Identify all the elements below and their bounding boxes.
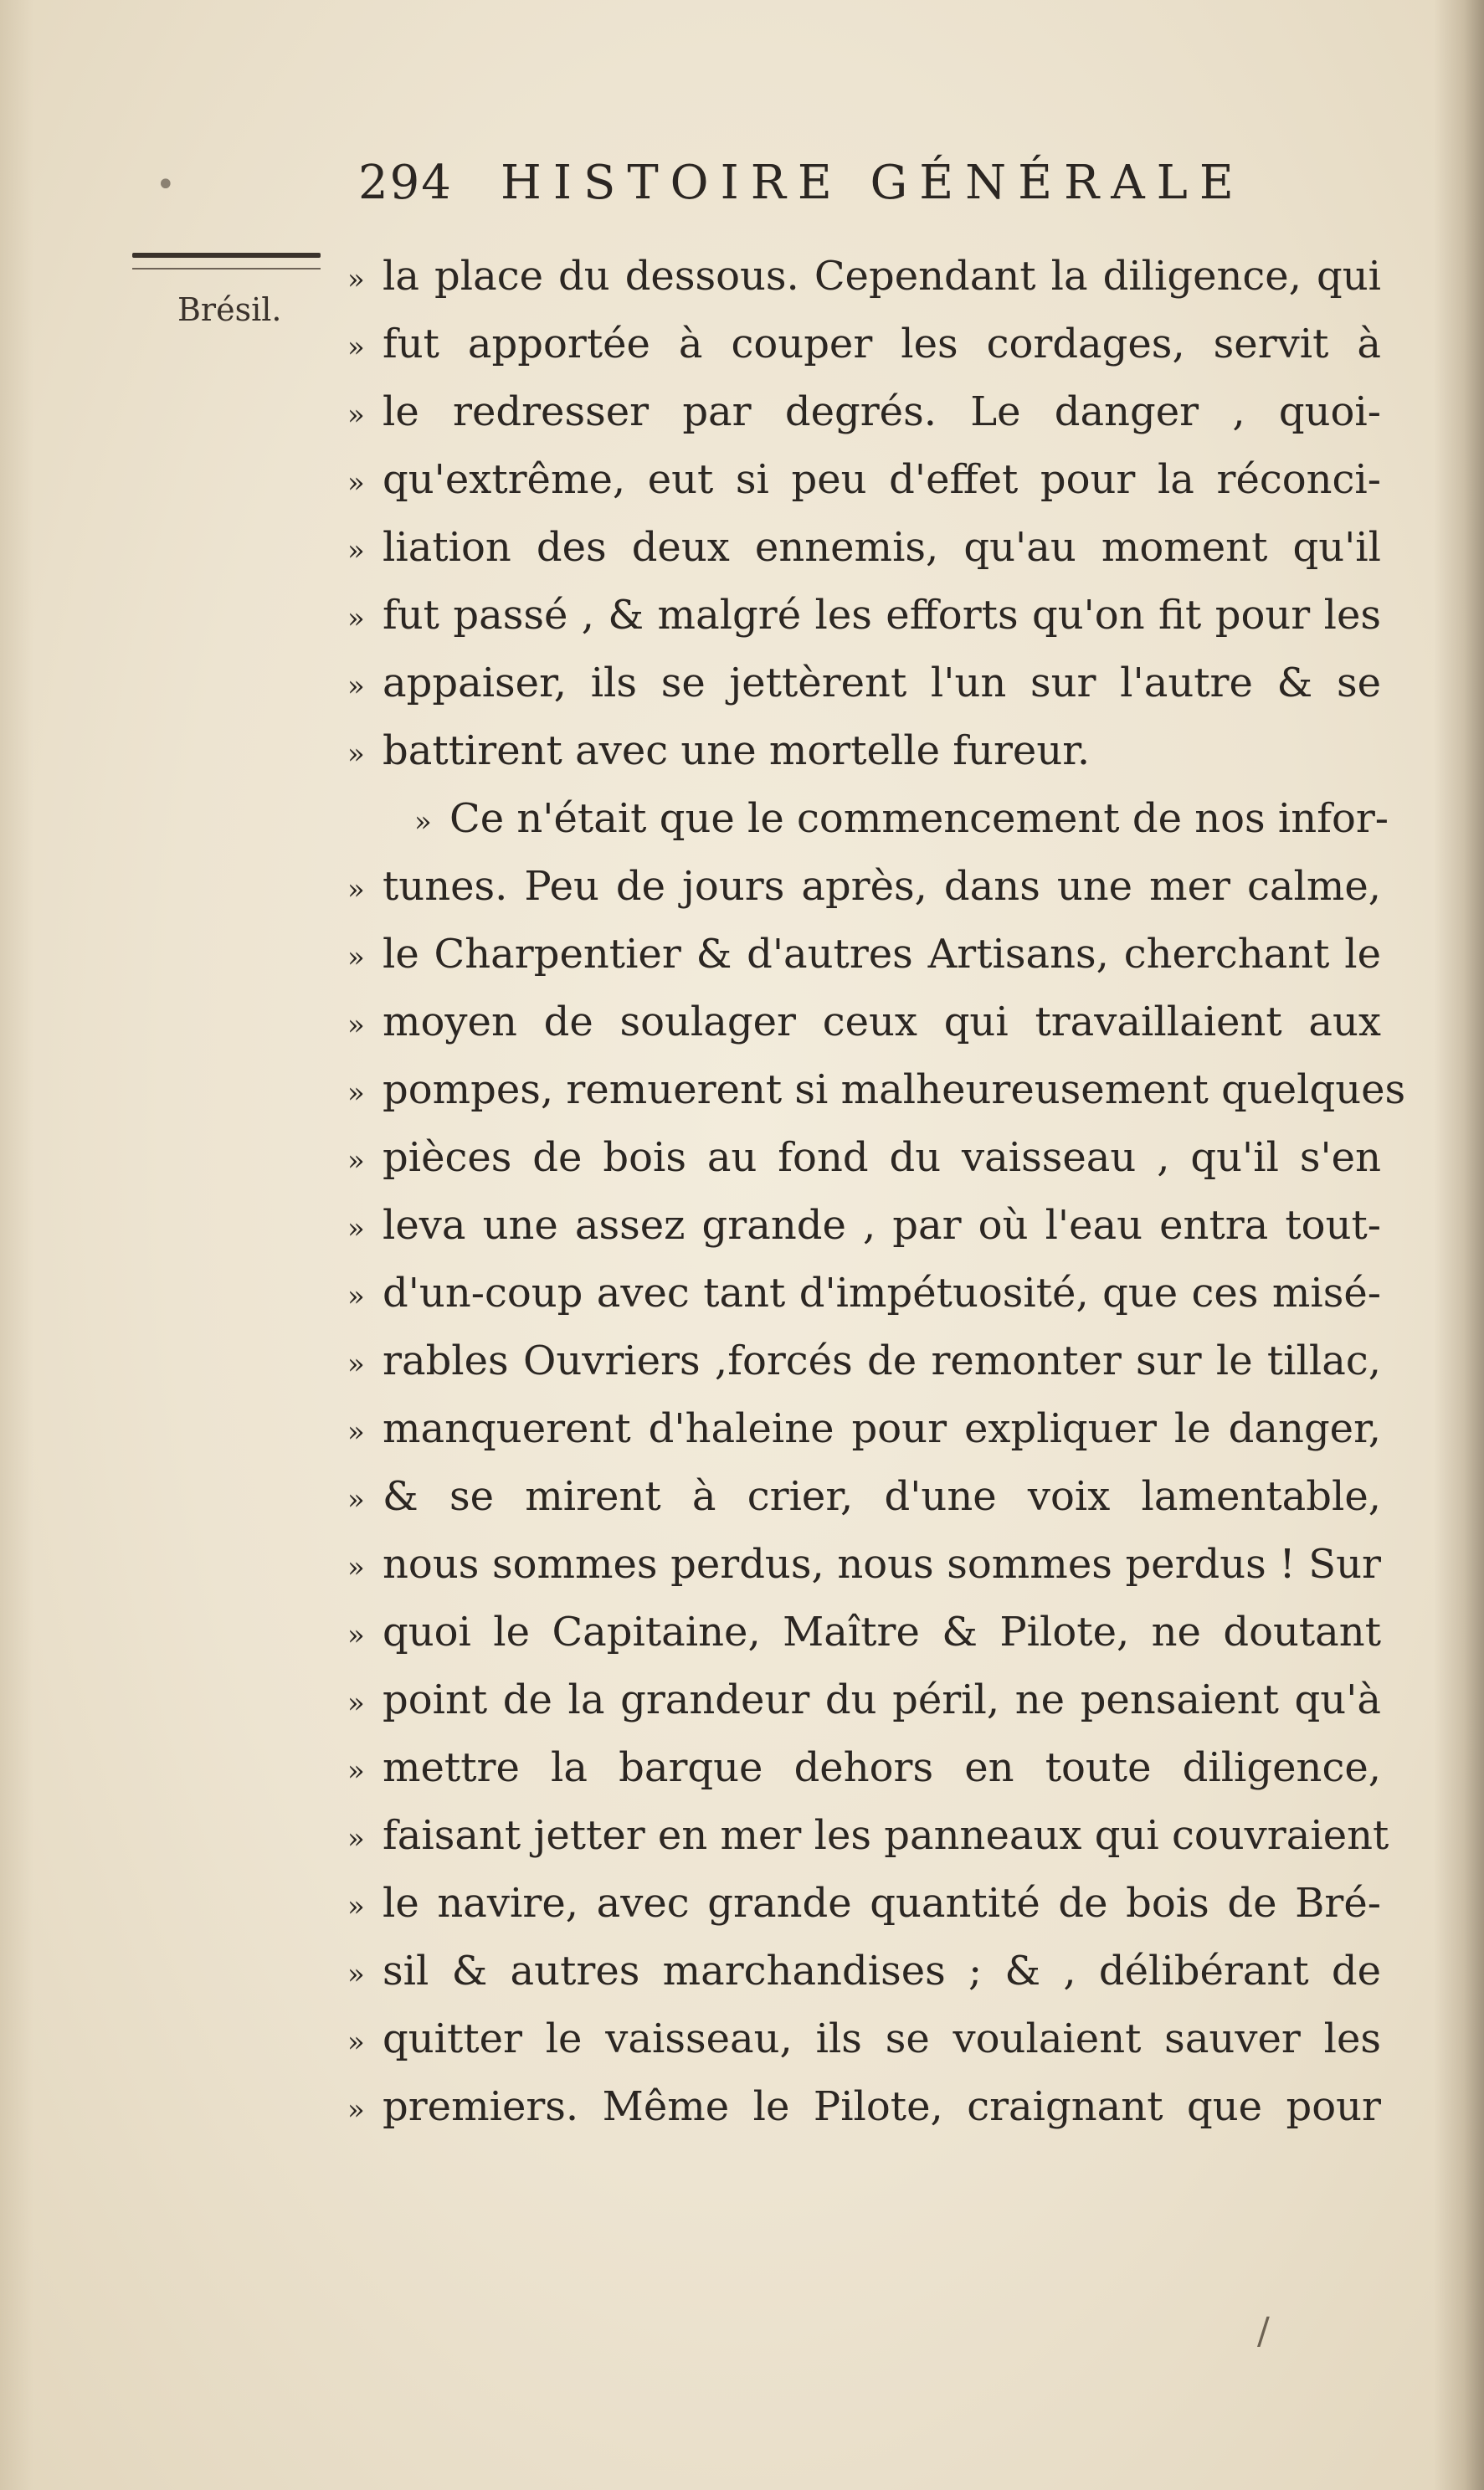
quote-mark: »	[347, 601, 365, 635]
text-line: » tunes. Peu de jours après, dans une mer calme,	[347, 853, 1381, 920]
quote-mark: »	[347, 533, 365, 567]
quote-mark: »	[347, 1550, 365, 1584]
page-left-shadow	[0, 0, 33, 2490]
quote-mark: »	[347, 872, 365, 906]
text-line: » la place du dessous. Cependant la diligence, qui	[347, 243, 1381, 310]
text-line: » fut apportée à couper les cordages, servit à	[347, 311, 1381, 377]
text-line: » battirent avec une mortelle fureur.	[347, 717, 1381, 784]
quote-mark: »	[347, 1753, 365, 1788]
text-line: » faisant jetter en mer les panneaux qui couvraient	[347, 1802, 1381, 1869]
quote-mark: »	[347, 2025, 365, 2059]
text-line: » le Charpentier & d'autres Artisans, cherchant le	[347, 921, 1381, 988]
margin-rule	[132, 253, 321, 258]
text-line: » leva une assez grande , par où l'eau entra tout-	[347, 1192, 1381, 1259]
text-line: » nous sommes perdus, nous sommes perdus ! Sur	[347, 1531, 1381, 1598]
page-spine-shadow	[1434, 0, 1484, 2490]
quote-mark: »	[347, 2092, 365, 2127]
text-line: » qu'extrême, eut si peu d'effet pour la réconci-	[347, 446, 1381, 513]
text-line: » pompes, remuerent si malheureusement quelques	[347, 1056, 1381, 1123]
stray-mark: •	[156, 166, 176, 204]
text-line: » le navire, avec grande quantité de bois de Bré-	[347, 1870, 1381, 1937]
page-title: HISTOIRE GÉNÉRALE	[501, 156, 1245, 210]
quote-mark: »	[347, 1279, 365, 1313]
quote-mark: »	[347, 1347, 365, 1381]
text-line: » appaiser, ils se jettèrent l'un sur l'autre & se	[347, 649, 1381, 716]
quote-mark: »	[347, 940, 365, 974]
quote-mark: »	[347, 465, 365, 500]
text-line: » mettre la barque dehors en toute diligence,	[347, 1734, 1381, 1801]
quote-mark: »	[347, 1618, 365, 1652]
quote-mark: »	[347, 1821, 365, 1856]
margin-note: Brésil.	[177, 291, 282, 328]
quote-mark: »	[347, 1211, 365, 1245]
quote-mark: »	[414, 804, 432, 839]
quote-mark: »	[347, 1957, 365, 1991]
running-header	[358, 156, 1404, 223]
quote-mark: »	[347, 262, 365, 296]
page-number: 294	[358, 156, 453, 210]
text-line: » point de la grandeur du péril, ne pensaient qu'à	[347, 1666, 1381, 1733]
text-line: » fut passé , & malgré les efforts qu'on fit pour les	[347, 582, 1381, 649]
quote-mark: »	[347, 1482, 365, 1517]
text-line: » quoi le Capitaine, Maître & Pilote, ne doutant	[347, 1599, 1381, 1666]
text-line: » liation des deux ennemis, qu'au moment qu'il	[347, 514, 1381, 581]
text-line: » manquerent d'haleine pour expliquer le danger,	[347, 1395, 1381, 1462]
quote-mark: »	[347, 1889, 365, 1923]
text-line: » moyen de soulager ceux qui travaillaient aux	[347, 988, 1381, 1055]
quote-mark: »	[347, 1414, 365, 1449]
text-line: » pièces de bois au fond du vaisseau , qu'il s'en	[347, 1124, 1381, 1191]
quote-mark: »	[347, 1686, 365, 1720]
text-line: » rables Ouvriers ,forcés de remonter sur le tillac,	[347, 1327, 1381, 1394]
quote-mark: »	[347, 737, 365, 771]
margin-rule-thin	[132, 268, 321, 270]
text-line: » Ce n'était que le commencement de nos infor-	[347, 785, 1381, 852]
stray-mark: /	[1257, 2310, 1270, 2353]
text-line: » premiers. Même le Pilote, craignant que pour	[347, 2073, 1381, 2140]
quote-mark: »	[347, 1143, 365, 1178]
text-line: » quitter le vaisseau, ils se voulaient sauver les	[347, 2005, 1381, 2072]
quote-mark: »	[347, 1008, 365, 1042]
quote-mark: »	[347, 1076, 365, 1110]
quote-mark: »	[347, 669, 365, 703]
text-line: » sil & autres marchandises ; & , délibérant de	[347, 1938, 1381, 2005]
quote-mark: »	[347, 398, 365, 432]
quote-mark: »	[347, 330, 365, 364]
text-line: » d'un-coup avec tant d'impétuosité, que ces misé-	[347, 1260, 1381, 1327]
text-line: » le redresser par degrés. Le danger , quoi-	[347, 378, 1381, 445]
text-line: » & se mirent à crier, d'une voix lamentable,	[347, 1463, 1381, 1530]
